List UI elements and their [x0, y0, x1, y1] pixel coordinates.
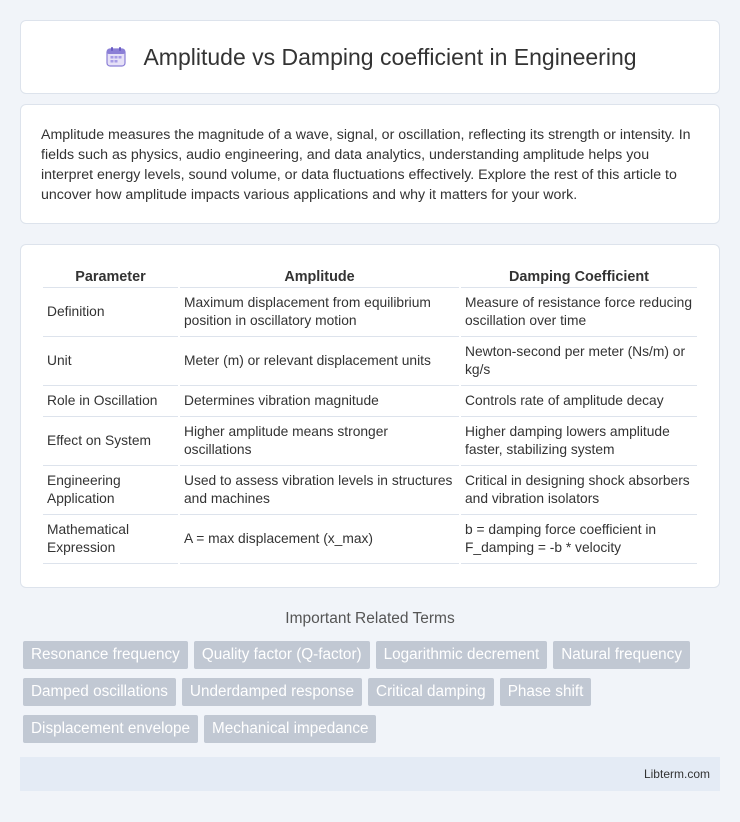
table-cell: Used to assess vibration levels in structures and machines [180, 466, 459, 515]
table-cell: A = max displacement (x_max) [180, 515, 459, 564]
term-tag[interactable]: Logarithmic decrement [376, 641, 548, 669]
term-tag[interactable]: Critical damping [368, 678, 494, 706]
table-cell: Role in Oscillation [43, 386, 178, 417]
table-cell: Definition [43, 288, 178, 337]
table-cell: Measure of resistance force reducing oscillation over time [461, 288, 697, 337]
intro-text: Amplitude measures the magnitude of a wave, signal, or oscillation, reflecting its strength or intensity. In fields such as physics, audio engineering, and data analytics, understanding amplitude helps you interpret energy levels, sound volume, or data fluctuations effectively. Explore the rest of this article to uncover how amplitude impacts various applications and why it matters for your work. [41, 127, 691, 203]
term-tag[interactable]: Resonance frequency [23, 641, 188, 669]
table-header: Damping Coefficient [461, 265, 697, 288]
term-tag[interactable]: Phase shift [500, 678, 592, 706]
table-cell: Meter (m) or relevant displacement units [180, 337, 459, 386]
table-cell: Maximum displacement from equilibrium position in oscillatory motion [180, 288, 459, 337]
calendar-icon [103, 44, 129, 70]
table-cell: Controls rate of amplitude decay [461, 386, 697, 417]
page-footer [20, 757, 720, 791]
table-cell: b = damping force coefficient in F_damping = -b * velocity [461, 515, 697, 564]
term-tag[interactable]: Damped oscillations [23, 678, 176, 706]
table-cell: Higher damping lowers amplitude faster, stabilizing system [461, 417, 697, 466]
term-tag[interactable]: Natural frequency [553, 641, 690, 669]
related-terms-list [20, 641, 720, 743]
table-row [43, 288, 697, 337]
table-row [43, 417, 697, 466]
table-row [43, 386, 697, 417]
footer-brand[interactable]: Libterm.com [643, 767, 710, 781]
table-cell: Engineering Application [43, 466, 178, 515]
table-row [43, 515, 697, 564]
intro-section [20, 104, 720, 224]
comparison-table [41, 265, 699, 564]
table-row [43, 337, 697, 386]
table-cell: Mathematical Expression [43, 515, 178, 564]
table-header: Parameter [43, 265, 178, 288]
table-cell: Critical in designing shock absorbers and vibration isolators [461, 466, 697, 515]
table-cell: Higher amplitude means stronger oscillations [180, 417, 459, 466]
table-cell: Unit [43, 337, 178, 386]
table-header-row [43, 265, 697, 288]
page-title: Amplitude vs Damping coefficient in Engineering [143, 43, 637, 70]
term-tag[interactable]: Displacement envelope [23, 715, 198, 743]
table-row [43, 466, 697, 515]
table-cell: Newton-second per meter (Ns/m) or kg/s [461, 337, 697, 386]
page-header [20, 20, 720, 94]
comparison-table-card [20, 244, 720, 588]
table-header: Amplitude [180, 265, 459, 288]
related-terms-title: Important Related Terms [285, 610, 455, 627]
term-tag[interactable]: Quality factor (Q-factor) [194, 641, 370, 669]
term-tag[interactable]: Underdamped response [182, 678, 362, 706]
table-cell: Determines vibration magnitude [180, 386, 459, 417]
table-cell: Effect on System [43, 417, 178, 466]
term-tag[interactable]: Mechanical impedance [204, 715, 376, 743]
